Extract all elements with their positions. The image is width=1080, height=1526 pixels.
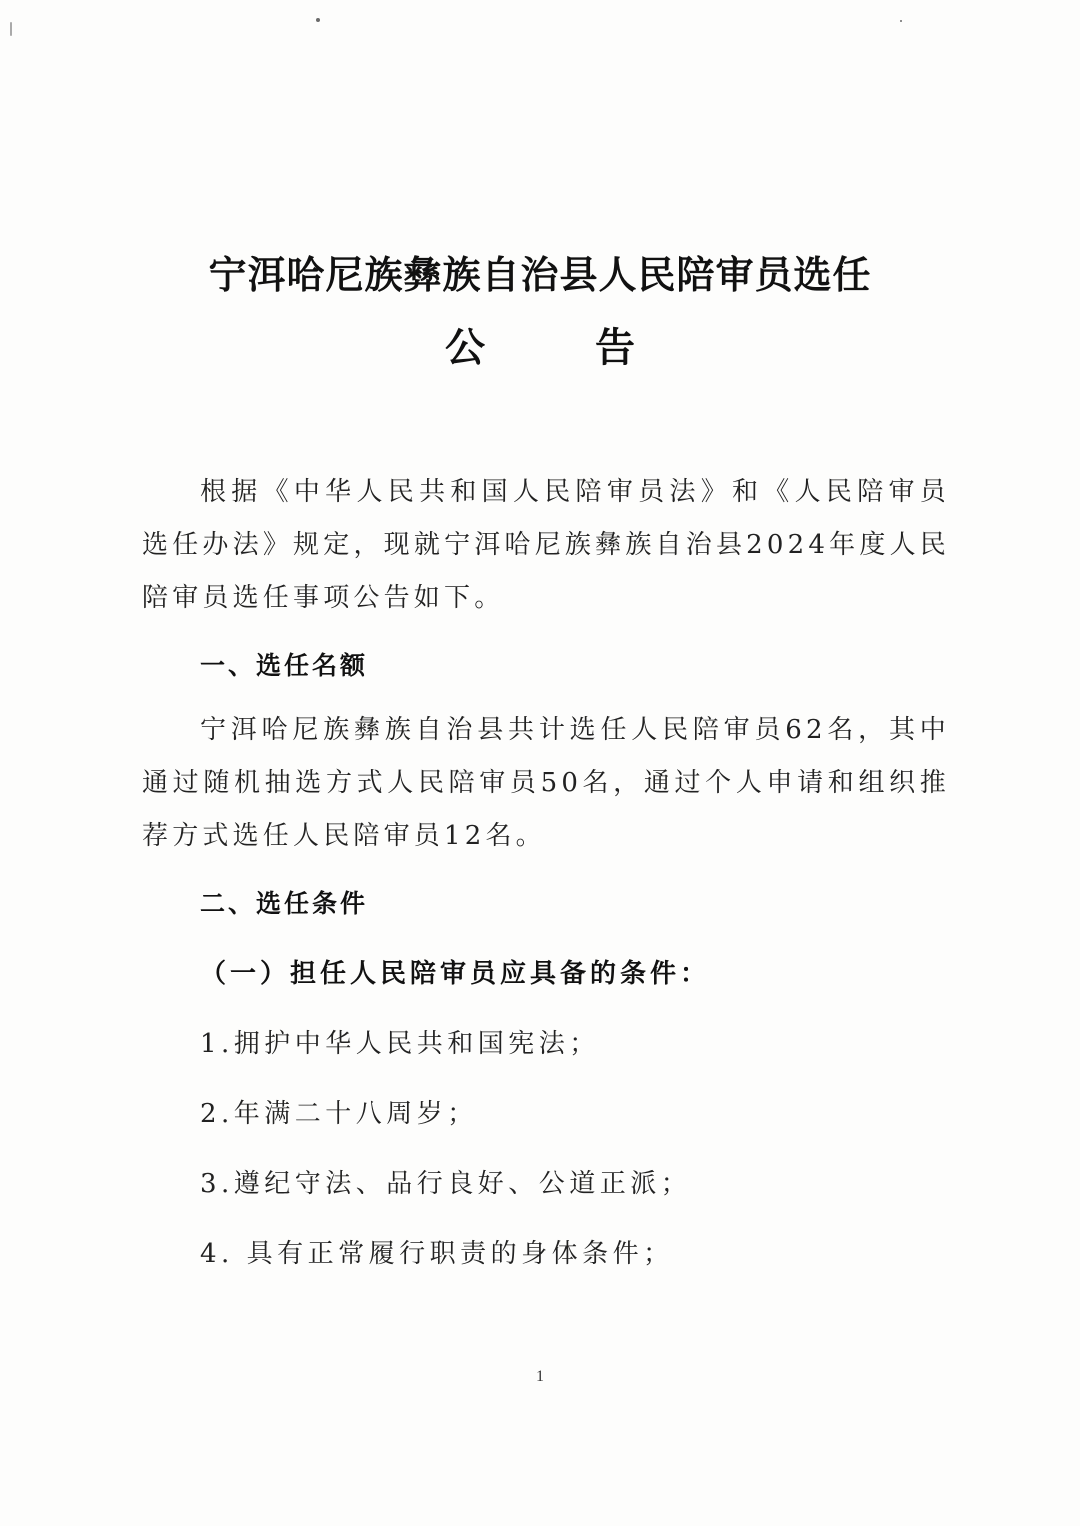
- document-subtitle: 公告: [445, 325, 745, 371]
- section1-block: [142, 704, 950, 863]
- section-heading: 一、选任名额: [200, 651, 369, 680]
- section1-paragraph: 宁洱哈尼族彝族自治县共计选任人民陪审员62名，其中通过随机抽选方式人民陪审员50名，通过个人申请和组织推荐方式选任人民陪审员12名。: [142, 715, 950, 851]
- document-title: 宁洱哈尼族彝族自治县人民陪审员选任: [208, 253, 872, 297]
- page-number: 1: [536, 1368, 544, 1385]
- subsection-heading: （一）担任人民陪审员应具备的条件：: [200, 959, 711, 989]
- scan-speck: [316, 18, 320, 22]
- intro-paragraph: 根据《中华人民共和国人民陪审员法》和《人民陪审员选任办法》规定，现就宁洱哈尼族彝族自治县2024年度人民陪审员选任事项公告如下。: [142, 477, 950, 613]
- condition-item: 2.年满二十八周岁；: [200, 1099, 478, 1129]
- scan-speck: [900, 20, 902, 22]
- condition-item: 3.遵纪守法、品行良好、公道正派；: [200, 1169, 692, 1199]
- condition-item: 4. 具有正常履行职责的身体条件；: [200, 1239, 674, 1269]
- intro-block: [142, 466, 950, 625]
- section-heading: 二、选任条件: [200, 889, 369, 918]
- scan-speck: [10, 22, 12, 36]
- condition-item: 1.拥护中华人民共和国宪法；: [200, 1029, 600, 1059]
